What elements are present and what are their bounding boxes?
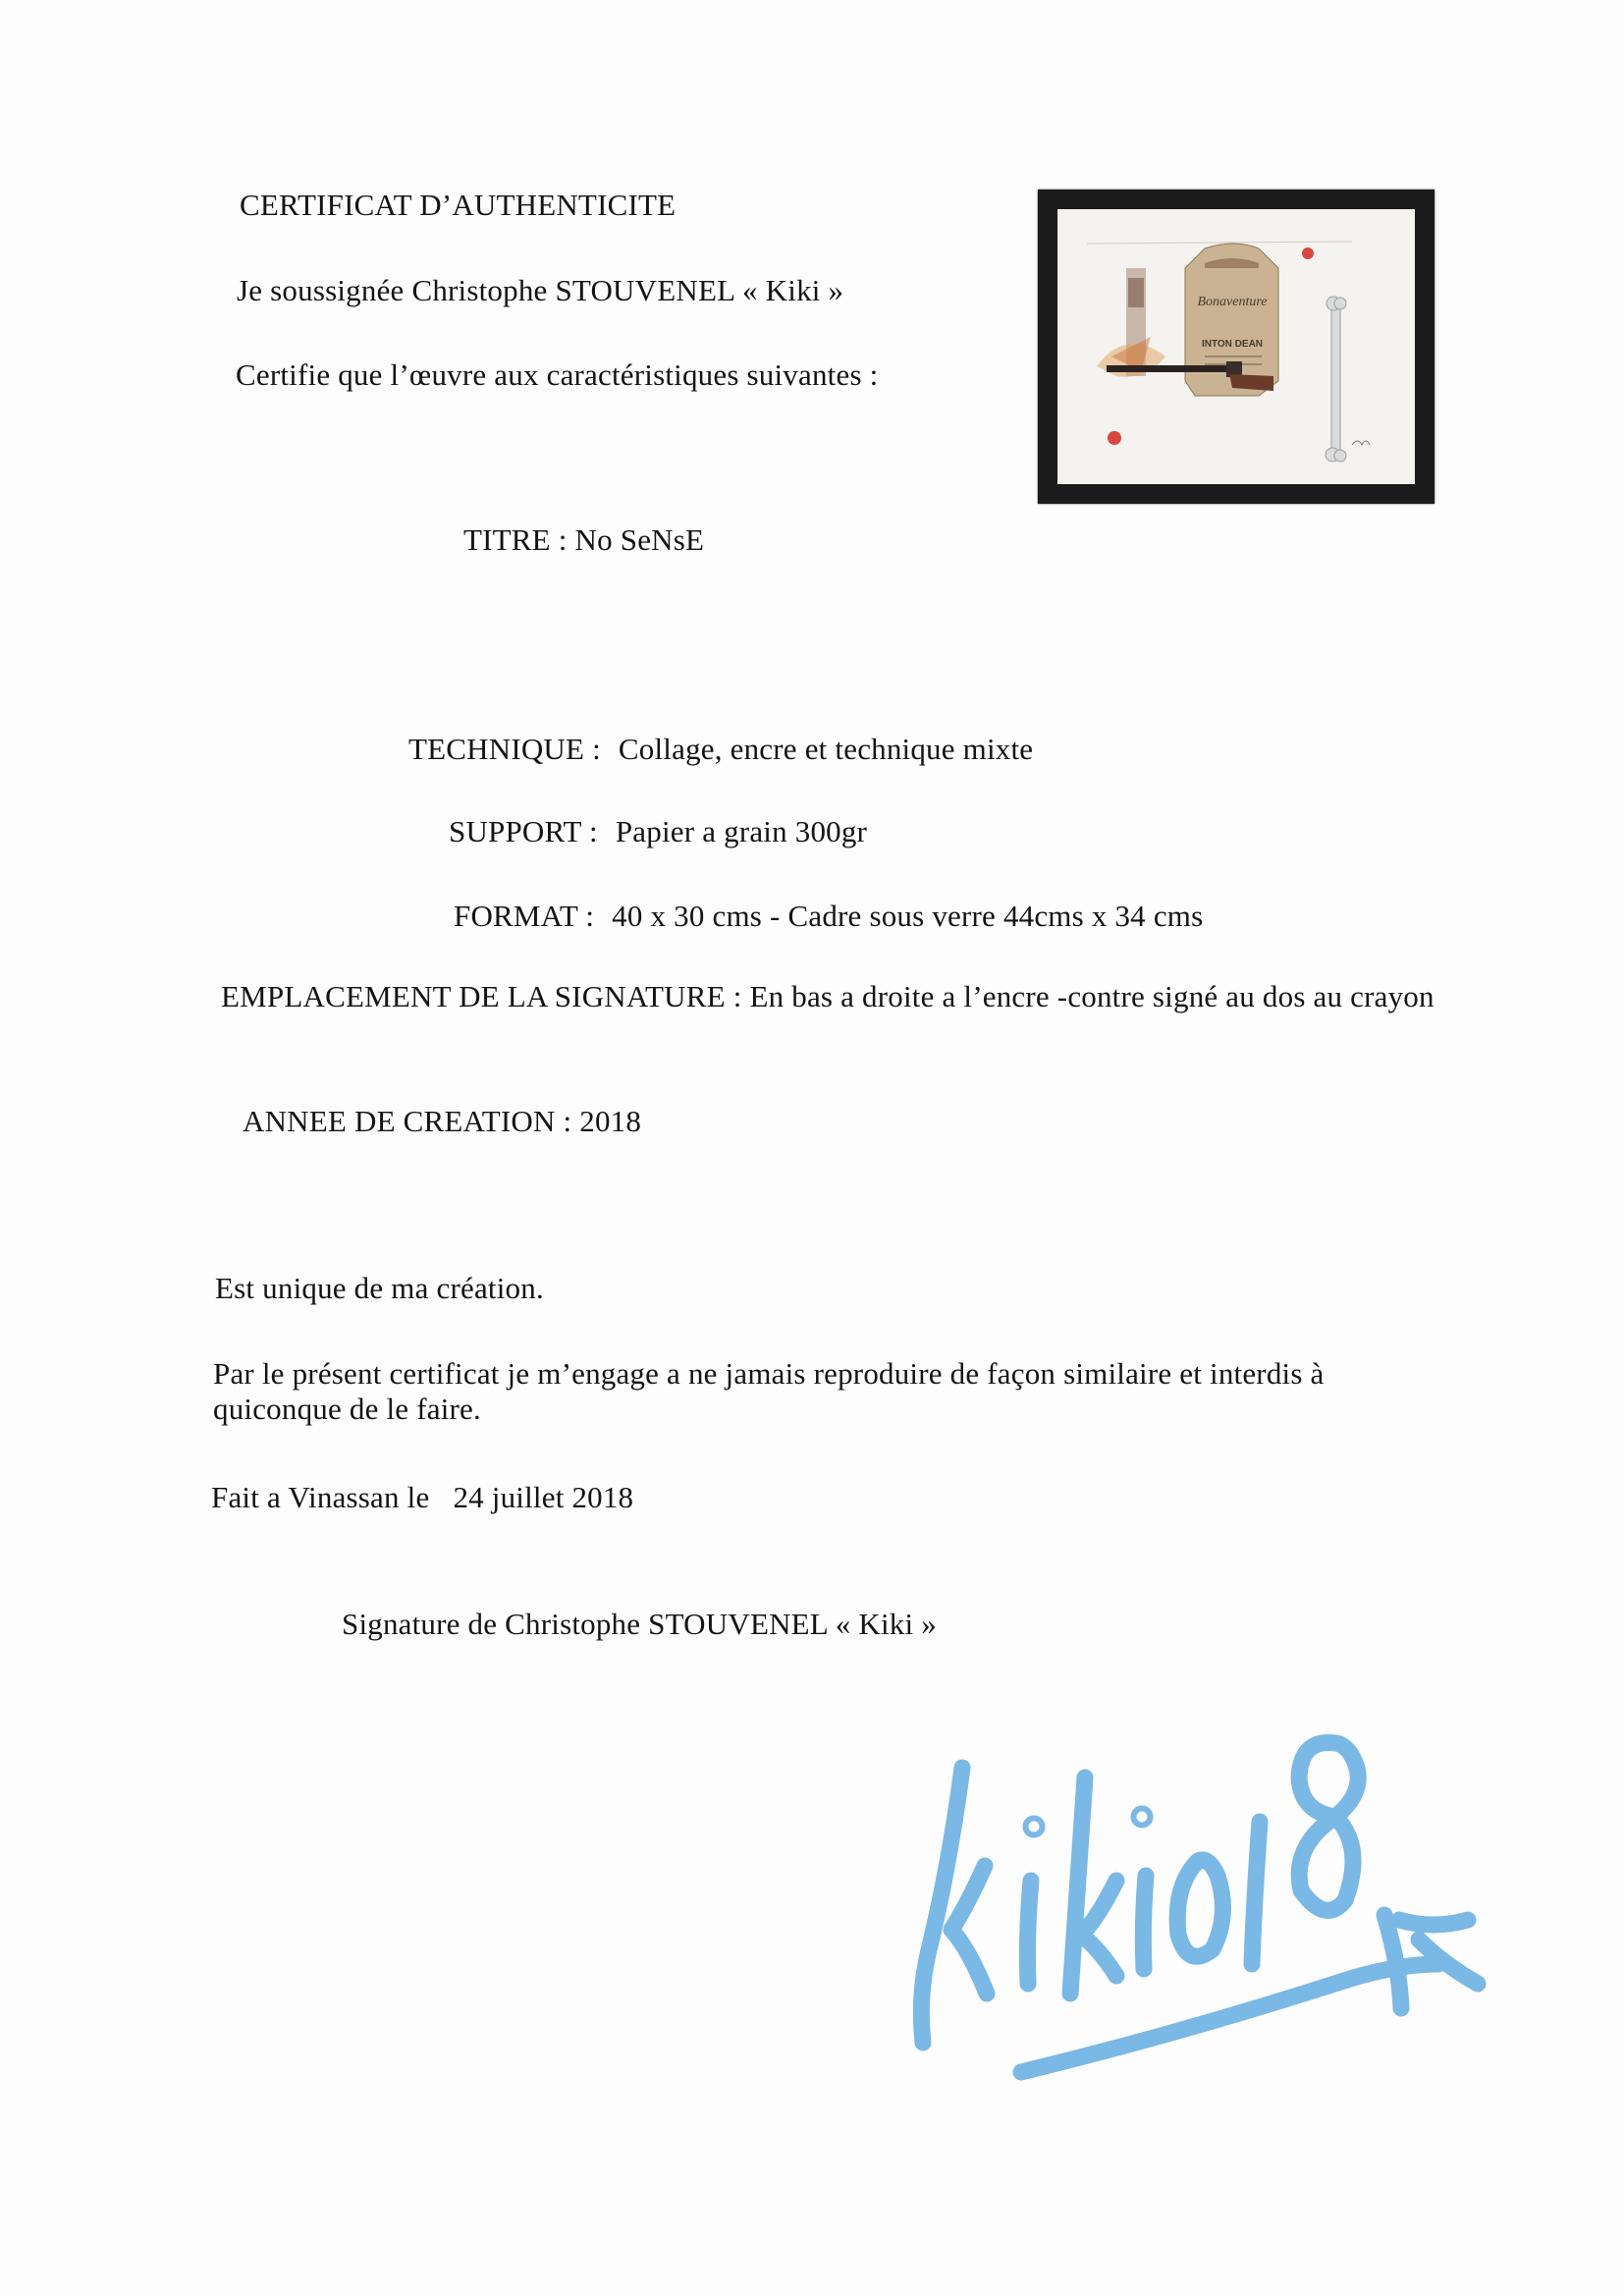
handwritten-signature <box>889 1669 1517 2102</box>
field-annee-label: ANNEE DE CREATION : <box>243 1104 572 1138</box>
field-technique-label: TECHNIQUE : <box>408 732 601 766</box>
field-format-value: 40 x 30 cms - Cadre sous verre 44cms x 34 cms <box>612 899 1204 933</box>
closing-date: 24 juillet 2018 <box>453 1480 634 1514</box>
closing-unique: Est unique de ma création. <box>215 1271 544 1305</box>
closing-engagement: Par le présent certificat je m’engage a ne jamais reproduire de façon similaire et interdis à quiconque de le faire. <box>213 1356 1325 1426</box>
artwork-image <box>1057 209 1415 484</box>
artwork-label-text: INTON DEAN <box>1201 339 1264 350</box>
artwork-photo <box>1038 190 1435 504</box>
field-support-label: SUPPORT : <box>449 814 598 848</box>
field-technique-value: Collage, encre et technique mixte <box>618 732 1034 766</box>
field-annee <box>243 1104 641 1139</box>
field-titre <box>463 522 704 558</box>
field-annee-value: 2018 <box>579 1104 642 1138</box>
closing-place-date <box>211 1480 633 1515</box>
certificate-title: CERTIFICAT D’AUTHENTICITE <box>240 188 677 222</box>
field-format <box>454 899 1203 934</box>
field-titre-label: TITRE : <box>463 522 568 557</box>
field-titre-value: No SeNsE <box>574 522 705 557</box>
field-format-label: FORMAT : <box>454 899 595 933</box>
field-technique <box>408 732 1033 767</box>
field-signature-location <box>221 979 1458 1014</box>
signature-caption: Signature de Christophe STOUVENEL « Kiki » <box>342 1607 937 1641</box>
field-signature-location-label: EMPLACEMENT DE LA SIGNATURE : <box>221 979 742 1013</box>
certificate-certify: Certifie que l’œuvre aux caractéristiques suivantes : <box>236 357 879 392</box>
field-signature-location-value: En bas a droite a l’encre -contre signé au dos au crayon <box>749 979 1435 1013</box>
artwork-label-heading: Bonaventure <box>1197 295 1268 309</box>
closing-place: Fait a Vinassan le <box>211 1480 430 1514</box>
certificate-intro: Je soussignée Christophe STOUVENEL « Kiki » <box>237 273 844 307</box>
field-support <box>449 814 867 849</box>
field-support-value: Papier a grain 300gr <box>615 814 868 848</box>
